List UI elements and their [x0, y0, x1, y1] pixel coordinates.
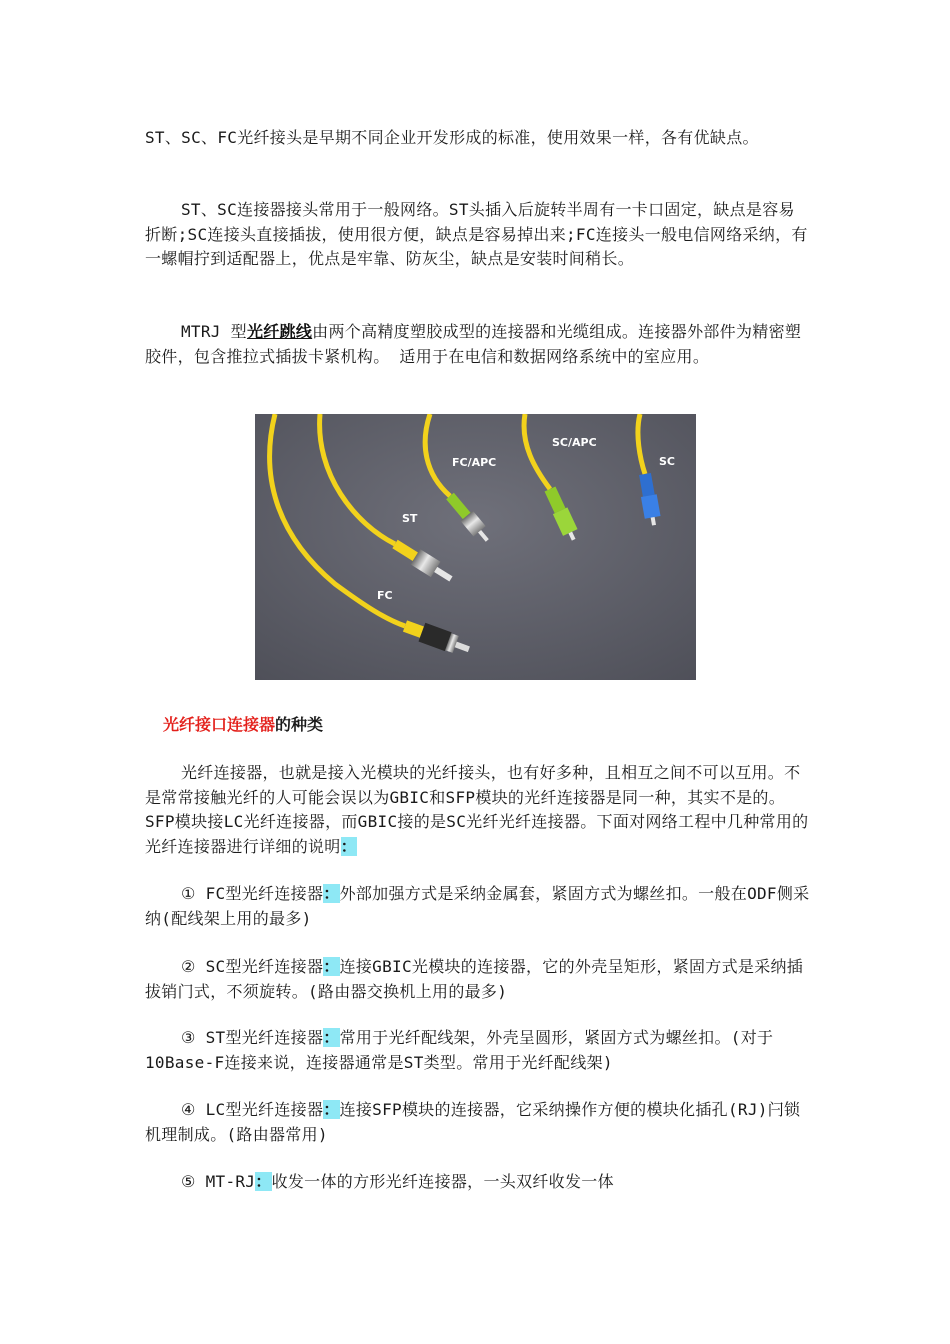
item-colon: ： — [323, 957, 340, 976]
section-heading-black: 的种类 — [275, 715, 324, 734]
item-title: ④ LC型光纤连接器 — [181, 1100, 324, 1119]
connector-item-mtrj — [145, 1170, 810, 1195]
item-title: ③ ST型光纤连接器 — [181, 1028, 324, 1047]
label-fc-apc: FC/APC — [452, 456, 497, 469]
item-text: 常用于光纤配线架，外壳呈圆形，紧固方式为螺丝扣。(对于10Base-F连接来说，连接器通常是ST类型。常用于光纤配线架) — [145, 1028, 774, 1072]
item-colon: ： — [323, 1028, 340, 1047]
section-intro-colon: ： — [340, 836, 357, 856]
item-colon: ： — [255, 1172, 272, 1191]
intro-paragraph-3 — [145, 320, 810, 369]
section-heading — [163, 713, 323, 737]
label-st: ST — [402, 512, 418, 525]
item-colon: ： — [323, 884, 340, 903]
item-title: ② SC型光纤连接器 — [181, 957, 324, 976]
section-heading-red: 光纤接口连接器 — [163, 715, 276, 734]
item-text: 外部加强方式是采纳金属套，紧固方式为螺丝扣。一般在ODF侧采纳(配线架上用的最多) — [145, 884, 810, 928]
item-title: ① FC型光纤连接器 — [181, 884, 324, 903]
label-sc-apc: SC/APC — [552, 436, 597, 449]
fiber-connectors-photo — [255, 414, 696, 680]
item-text: 连接SFP模块的连接器，它采纳操作方便的模块化插孔(RJ)闩锁机理制成。(路由器常用) — [145, 1100, 801, 1144]
item-colon: ： — [323, 1100, 340, 1119]
section-intro-text: 光纤连接器，也就是接入光模块的光纤接头，也有好多种，且相互之间不可以互用。不是常常接触光纤的人可能会误以为GBIC和SFP模块的光纤连接器是同一种，其实不是的。SFP模块接LC光纤连接器，而GBIC接的是SC光纤光纤连接器。下面对网络工程中几种常用的光纤连接器进行详细的说明 — [145, 763, 809, 856]
label-fc: FC — [377, 589, 393, 602]
item-text: 连接GBIC光模块的连接器，它的外壳呈矩形，紧固方式是采纳插拔销门式，不须旋转。(路由器交换机上用的最多) — [145, 957, 804, 1001]
connector-item-fc — [145, 882, 810, 931]
section-intro-paragraph — [145, 761, 810, 859]
label-sc: SC — [659, 455, 675, 468]
connector-item-st — [145, 1026, 810, 1075]
intro-paragraph-2: ST、SC连接器接头常用于一般网络。ST头插入后旋转半周有一卡口固定，缺点是容易折断;SC连接头直接插拔，使用很方便，缺点是容易掉出来;FC连接头一般电信网络采纳，有一螺帽拧到适配器上，优点是牢靠、防灰尘，缺点是安装时间稍长。 — [145, 200, 808, 268]
paragraph-3-suffix: 由两个高精度塑胶成型的连接器和光缆组成。连接器外部件为精密塑胶件，包含推拉式插拔卡紧机构。 适用于在电信和数据网络系统中的室应用。 — [145, 322, 802, 366]
fiber-patch-cord-link[interactable]: 光纤跳线 — [246, 322, 313, 341]
paragraph-3-prefix: MTRJ 型 — [181, 322, 247, 341]
item-text: 收发一体的方形光纤连接器，一头双纤收发一体 — [271, 1172, 614, 1191]
intro-paragraph-1: ST、SC、FC光纤接头是早期不同企业开发形成的标准，使用效果一样，各有优缺点。 — [145, 128, 759, 147]
connector-item-lc — [145, 1098, 810, 1147]
item-title: ⑤ MT-RJ — [181, 1172, 256, 1191]
connector-item-sc — [145, 955, 810, 1004]
